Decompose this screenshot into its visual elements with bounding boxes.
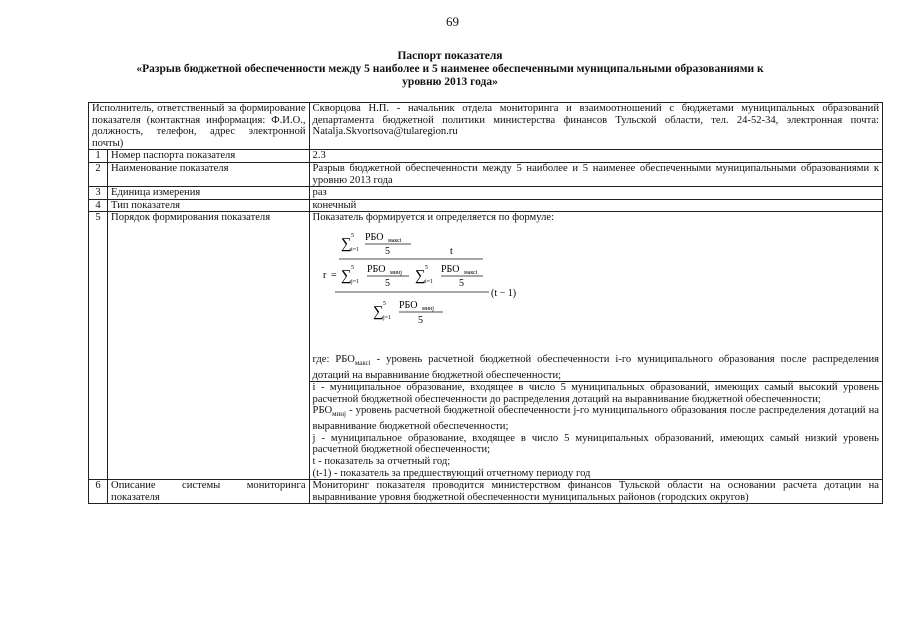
sigma-icon: ∑ [340,235,352,252]
row-label: Единица измерения [108,187,310,200]
table-row [89,150,883,163]
table-row [89,480,883,504]
row-label: Номер паспорта показателя [108,150,310,163]
sum-upper: 5 [350,264,354,271]
row-number: 5 [89,212,108,480]
t-label: t [449,245,453,257]
row-value: 2.3 [309,150,882,163]
title-line-1: Паспорт показателя [397,50,503,62]
sum-upper: 5 [424,264,428,271]
rbo-sub-min: минj [389,269,402,276]
row-value: Разрыв бюджетной обеспеченности между 5 наиболее и 5 наименее обеспеченными муниципальными образованиями к уровню 2013 года [309,162,882,186]
row-number: 6 [89,480,108,504]
title-line-3: уровню 2013 года» [402,76,498,88]
five-label: 5 [384,245,390,257]
i-definition: i - муниципальное образование, входящее в число 5 муниципальных образований, имеющих самый высокий уровень расчетной бюджетной обеспеченности до распределения дотаций на выравнивание бюджетной обеспеченности; [312,382,879,405]
row-number: 3 [89,187,108,200]
formula-r: r [322,269,326,281]
formula-cell [309,212,882,480]
row-value: конечный [309,199,882,212]
row-label: Наименование показателя [108,162,310,186]
rbo-sub-max: максi [463,269,478,276]
rbo-label: РБО [440,263,460,275]
five-label: 5 [384,277,390,289]
row-value: раз [309,187,882,200]
table-row [89,187,883,200]
title-line-2: «Разрыв бюджетной обеспеченности между 5 наиболее и 5 наименее обеспеченными муниципальными образованиями к [136,63,764,75]
t-minus-1-label: (t − 1) [490,287,516,299]
page-number: 69 [446,14,459,29]
sum-lower-i: i=1 [350,246,359,253]
row-number: 4 [89,199,108,212]
row-value: Мониторинг показателя проводится министерством финансов Тульской области на основании расчета дотации на выравнивание уровня бюджетной обеспеченности муниципальных районов (городских округов) [309,480,882,504]
sum-upper: 5 [350,232,354,239]
sigma-icon: ∑ [372,303,384,320]
sum-lower-j: j=1 [382,314,391,321]
document-title [100,50,800,89]
rbo-min-definition: $РБО_{минj}$ - уровень расчетной бюджетной обеспеченности j-го муниципального образования после распределения дотаций на выравнивание бюджетной обеспеченности; [312,405,879,433]
sum-lower-j: j=1 [350,278,359,285]
rbo-sub-min: минj [421,305,434,312]
row-label: Порядок формирования показателя [108,212,310,480]
rbo-label: РБО [366,263,386,275]
formula-eq: = [330,269,337,281]
where-definition: где: $РБО_{максi}$ - уровень расчетной бюджетной обеспеченности i-го муниципального образования после распределения дотаций на выравнивание бюджетной обеспеченности; [312,353,879,381]
formula-intro: Показатель формируется и определяется по формуле: [312,212,555,224]
sigma-icon: ∑ [340,267,352,284]
j-definition: j - муниципальное образование, входящее в число 5 муниципальных образований, имеющих самый низкий уровень расчетной бюджетной обеспеченности; [312,432,879,456]
t-definition: t - показатель за отчетный год; [312,455,451,467]
table-row [89,199,883,212]
passport-table [88,102,883,504]
executor-value: Скворцова Н.П. - начальник отдела мониторинга и взаимоотношений с бюджетами муниципальных образований департамента бюджетной политики министерства финансов Тульской области, тел. 24-52-34, электронная почта: Natalja.Skvortsova@tularegion.ru [309,103,882,150]
t1-definition: (t-1) - показатель за предшествующий отчетному периоду год [312,467,591,479]
table-row [89,162,883,186]
formula-row [89,212,883,480]
five-label: 5 [458,277,464,289]
rbo-sub-max: максi [387,237,402,244]
row-label: Описание системы мониторинга показателя [108,480,310,504]
rbo-label: РБО [398,299,418,311]
formula [313,224,879,354]
executor-label: Исполнитель, ответственный за формирование показателя (контактная информация: Ф.И.О., должность, телефон, адрес электронной почты) [89,103,310,150]
five-label: 5 [417,314,423,326]
row-number: 2 [89,162,108,186]
row-number: 1 [89,150,108,163]
row-label: Тип показателя [108,199,310,212]
rbo-label: РБО [364,231,384,243]
sum-lower-i: i=1 [424,278,433,285]
sum-upper: 5 [382,300,386,307]
formula-graphic [323,228,543,354]
sigma-icon: ∑ [414,267,426,284]
executor-row [89,103,883,150]
